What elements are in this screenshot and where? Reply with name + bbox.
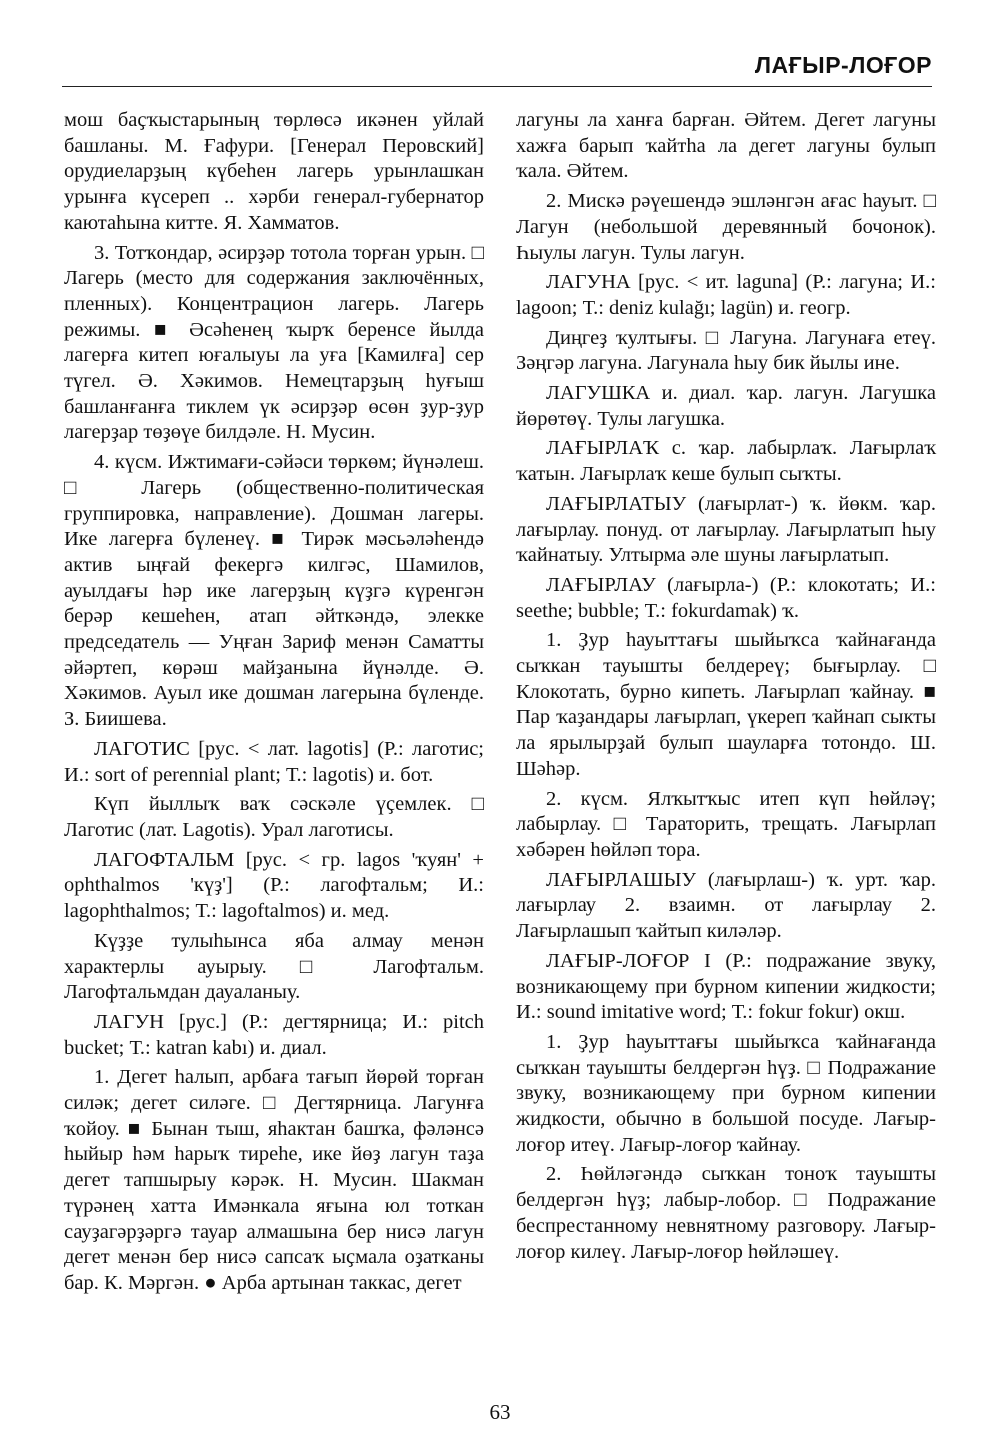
headword-entry: ЛАГУШКА и. диал. ҡар. лагун. Лагушка йөрөтөү. Тулы лагушка. — [516, 382, 936, 430]
headword-entry: ЛАГУНА [рус. < ит. laguna] (Р.: лагуна; И.: lagoon; Т.: deniz kulağı; lagün) и. геогр. — [516, 271, 936, 319]
entry-paragraph: 2. Һөйләгәндә сыҡкан тоноҡ тауышты белдергән һүҙ; лабыр-лобор. □ Подражание беспрестанному невнятному разговору. Лағыр-лоғор килеү. Лағыр-лоғор һөйләшеү. — [516, 1163, 936, 1263]
right-column — [516, 108, 936, 1269]
headword-entry: ЛАҒЫРЛАШЫУ (лағырлаш-) ҡ. урт. ҡар. лағырлау 2. взаимн. от лағырлау 2. Лағырлашып ҡайтып киләләр. — [516, 868, 936, 943]
headword-entry: ЛАГОТИС [рус. < лат. lagotis] (Р.: лаготис; И.: sort of perennial plant; Т.: lagotis) и. бот. — [64, 737, 484, 786]
entry-paragraph: 2. Мискә рәүешендә эшләнгән ағас һауыт. □ Лагун (небольшой деревянный бочонок). Һыулы лагун. Тулы лагун. — [516, 190, 936, 264]
headword-entry: ЛАҒЫРЛАҠ с. ҡар. лабырлаҡ. Лағырлаҡ ҡатын. Лағырлаҡ кеше булып сыҡты. — [516, 437, 936, 486]
entry-paragraph: 3. Тотҡондар, әсирҙәр тотола торған урын. □ Лагерь (место для содержания заключённых, пленных). Концентрацион лагерь. Лагерь режимы. ■ Әсәһенең ҡырҡ беренсе йылда лагерға китеп юғалыуы ла уға [Камилға] сер түгел. Ә. Хәкимов. Немецтарҙың һуғыш башланғанға тиклем үк әсирҙәр өсөн ҙур-ҙур лагерҙар төҙөүе билдәле. Н. Мусин. — [64, 241, 484, 444]
entry-paragraph: Күп йыллыҡ ваҡ сәскәле үҫемлек. □ Лаготис (лат. Lagotis). Урал лаготисы. — [64, 793, 484, 841]
page-number: 63 — [489, 1400, 511, 1424]
entry-paragraph: 1. Дегет һалып, арбаға тағып йөрөй торған силәк; дегет силәге. □ Дегтярница. Лагунға ҡойоу. ■ Бынан тыш, яһактан башҡа, фәләнсә һыйыр һәм һарыҡ тиреһе, ике йөҙ лагун таҙа дегет тапшырыу кәрәк. Н. Мусин. Шакман түрәнең хатта Имәнкала яғына юл тоткан сауҙагәрҙәргә тауар алмашына бер нисә лагун дегет менән бер нисә сапсаҡ ыҫмала оҙатканы бар. К. Мәргән. ● Арба артынан таккас, дегет — [64, 1066, 484, 1294]
headword-entry: ЛАГОФТАЛЬМ [рус. < гр. lagos 'ҡуян' + ophthalmos 'күҙ'] (Р.: лагофтальм; И.: lagophthalmos; Т.: lagoftalmos) и. мед. — [64, 848, 484, 923]
entry-paragraph: 1. Ҙур һауыттағы шыйыҡса ҡайнағанда сыҡкан тауышты белдергән һүҙ. □ Подражание звуку, возникающему при бурном кипении жидкости, обычно в большой посуде. Лағыр-лоғор итеү. Лағыр-лоғор ҡайнау. — [516, 1030, 936, 1156]
entry-paragraph: 4. күсм. Ижтимағи-сәйәси төркөм; йүнәлеш. □ Лагерь (общественно-политическая группировка, направление). Дошман лагеры. Ике лагерға бүленеү. ■ Тирәк мәсьәләһендә актив ыңғай фекергә килгәс, Шамилов, ауылдағы һәр ике лагерҙың күҙгә күренгән берәр кешеһен, атап әйткәндә, элекке председатель — Уңған Зариф менән Саматты әйәртеп, көрәш майҙанына йүнәлде. Ә. Хәкимов. Ауыл ике дошман лагерына бүленде. З. Биишева. — [64, 451, 484, 731]
headword-entry: ЛАГУН [рус.] (Р.: дегтярница; И.: pitch bucket; Т.: katran kabı) и. диал. — [64, 1010, 484, 1059]
header-title: ЛАҒЫР-ЛОҒОР — [754, 52, 932, 78]
entry-paragraph: Күҙҙе тулыһынса яба алмау менән характерлы ауырыу. □ Лагофтальм. Лагофтальмдан дауаланыу. — [64, 929, 484, 1004]
entry-paragraph: мош баҫҡыстарының төрлөсә икәнен уйлай башланы. М. Ғафури. [Генерал Перовский] орудиеларҙың күбеһен лагерь урынлашкан урынға күсереп .. хәрби генерал-губернатор каютаһына китте. Я. Хамматов. — [64, 109, 484, 234]
left-column — [64, 108, 484, 1301]
entry-paragraph: 1. Ҙур һауыттағы шыйыҡса ҡайнағанда сыҡкан тауышты белдереү; бығырлау. □ Клокотать, бурно кипеть. Лағырлап ҡайнау. ■ Пар ҡаҙандары лағырлап, үкереп ҡайнап сыкты ла ярылырҙай булып шауларға тотондо. Ш. Шәһәр. — [516, 629, 936, 780]
headword-entry: ЛАҒЫРЛАТЫУ (лағырлат-) ҡ. йөкм. ҡар. лағырлау. понуд. от лағырлау. Лағырлатып һыу ҡайнатыу. Ултырма әле шуны лағырлатып. — [516, 492, 936, 567]
entry-paragraph: лагуны ла ханға барған. Әйтем. Дегет лагуны хажға барып ҡайтһа ла дегет лагуны булып ҡала. Әйтем. — [516, 109, 936, 183]
entry-paragraph: 2. күсм. Ялҡытҡыс итеп күп һөйләү; лабырлау. □ Тараторить, трещать. Лағырлап хәбәрен һөйләп тора. — [516, 787, 936, 861]
headword-entry: ЛАҒЫРЛАУ (лағырла-) (Р.: клокотать; И.: seethe; bubble; Т.: fokurdamak) ҡ. — [516, 573, 936, 622]
headword-entry: ЛАҒЫР-ЛОҒОР I (Р.: подражание звуку, возникающему при бурном кипении жидкости; И.: sound imitative word; Т.: fokur fokur) окш. — [516, 949, 936, 1024]
entry-paragraph: Диңгеҙ ҡултығы. □ Лагуна. Лагунаға етеү. Зәңгәр лагуна. Лагунала һыу бик йылы ине. — [516, 326, 936, 375]
running-header — [62, 52, 932, 87]
